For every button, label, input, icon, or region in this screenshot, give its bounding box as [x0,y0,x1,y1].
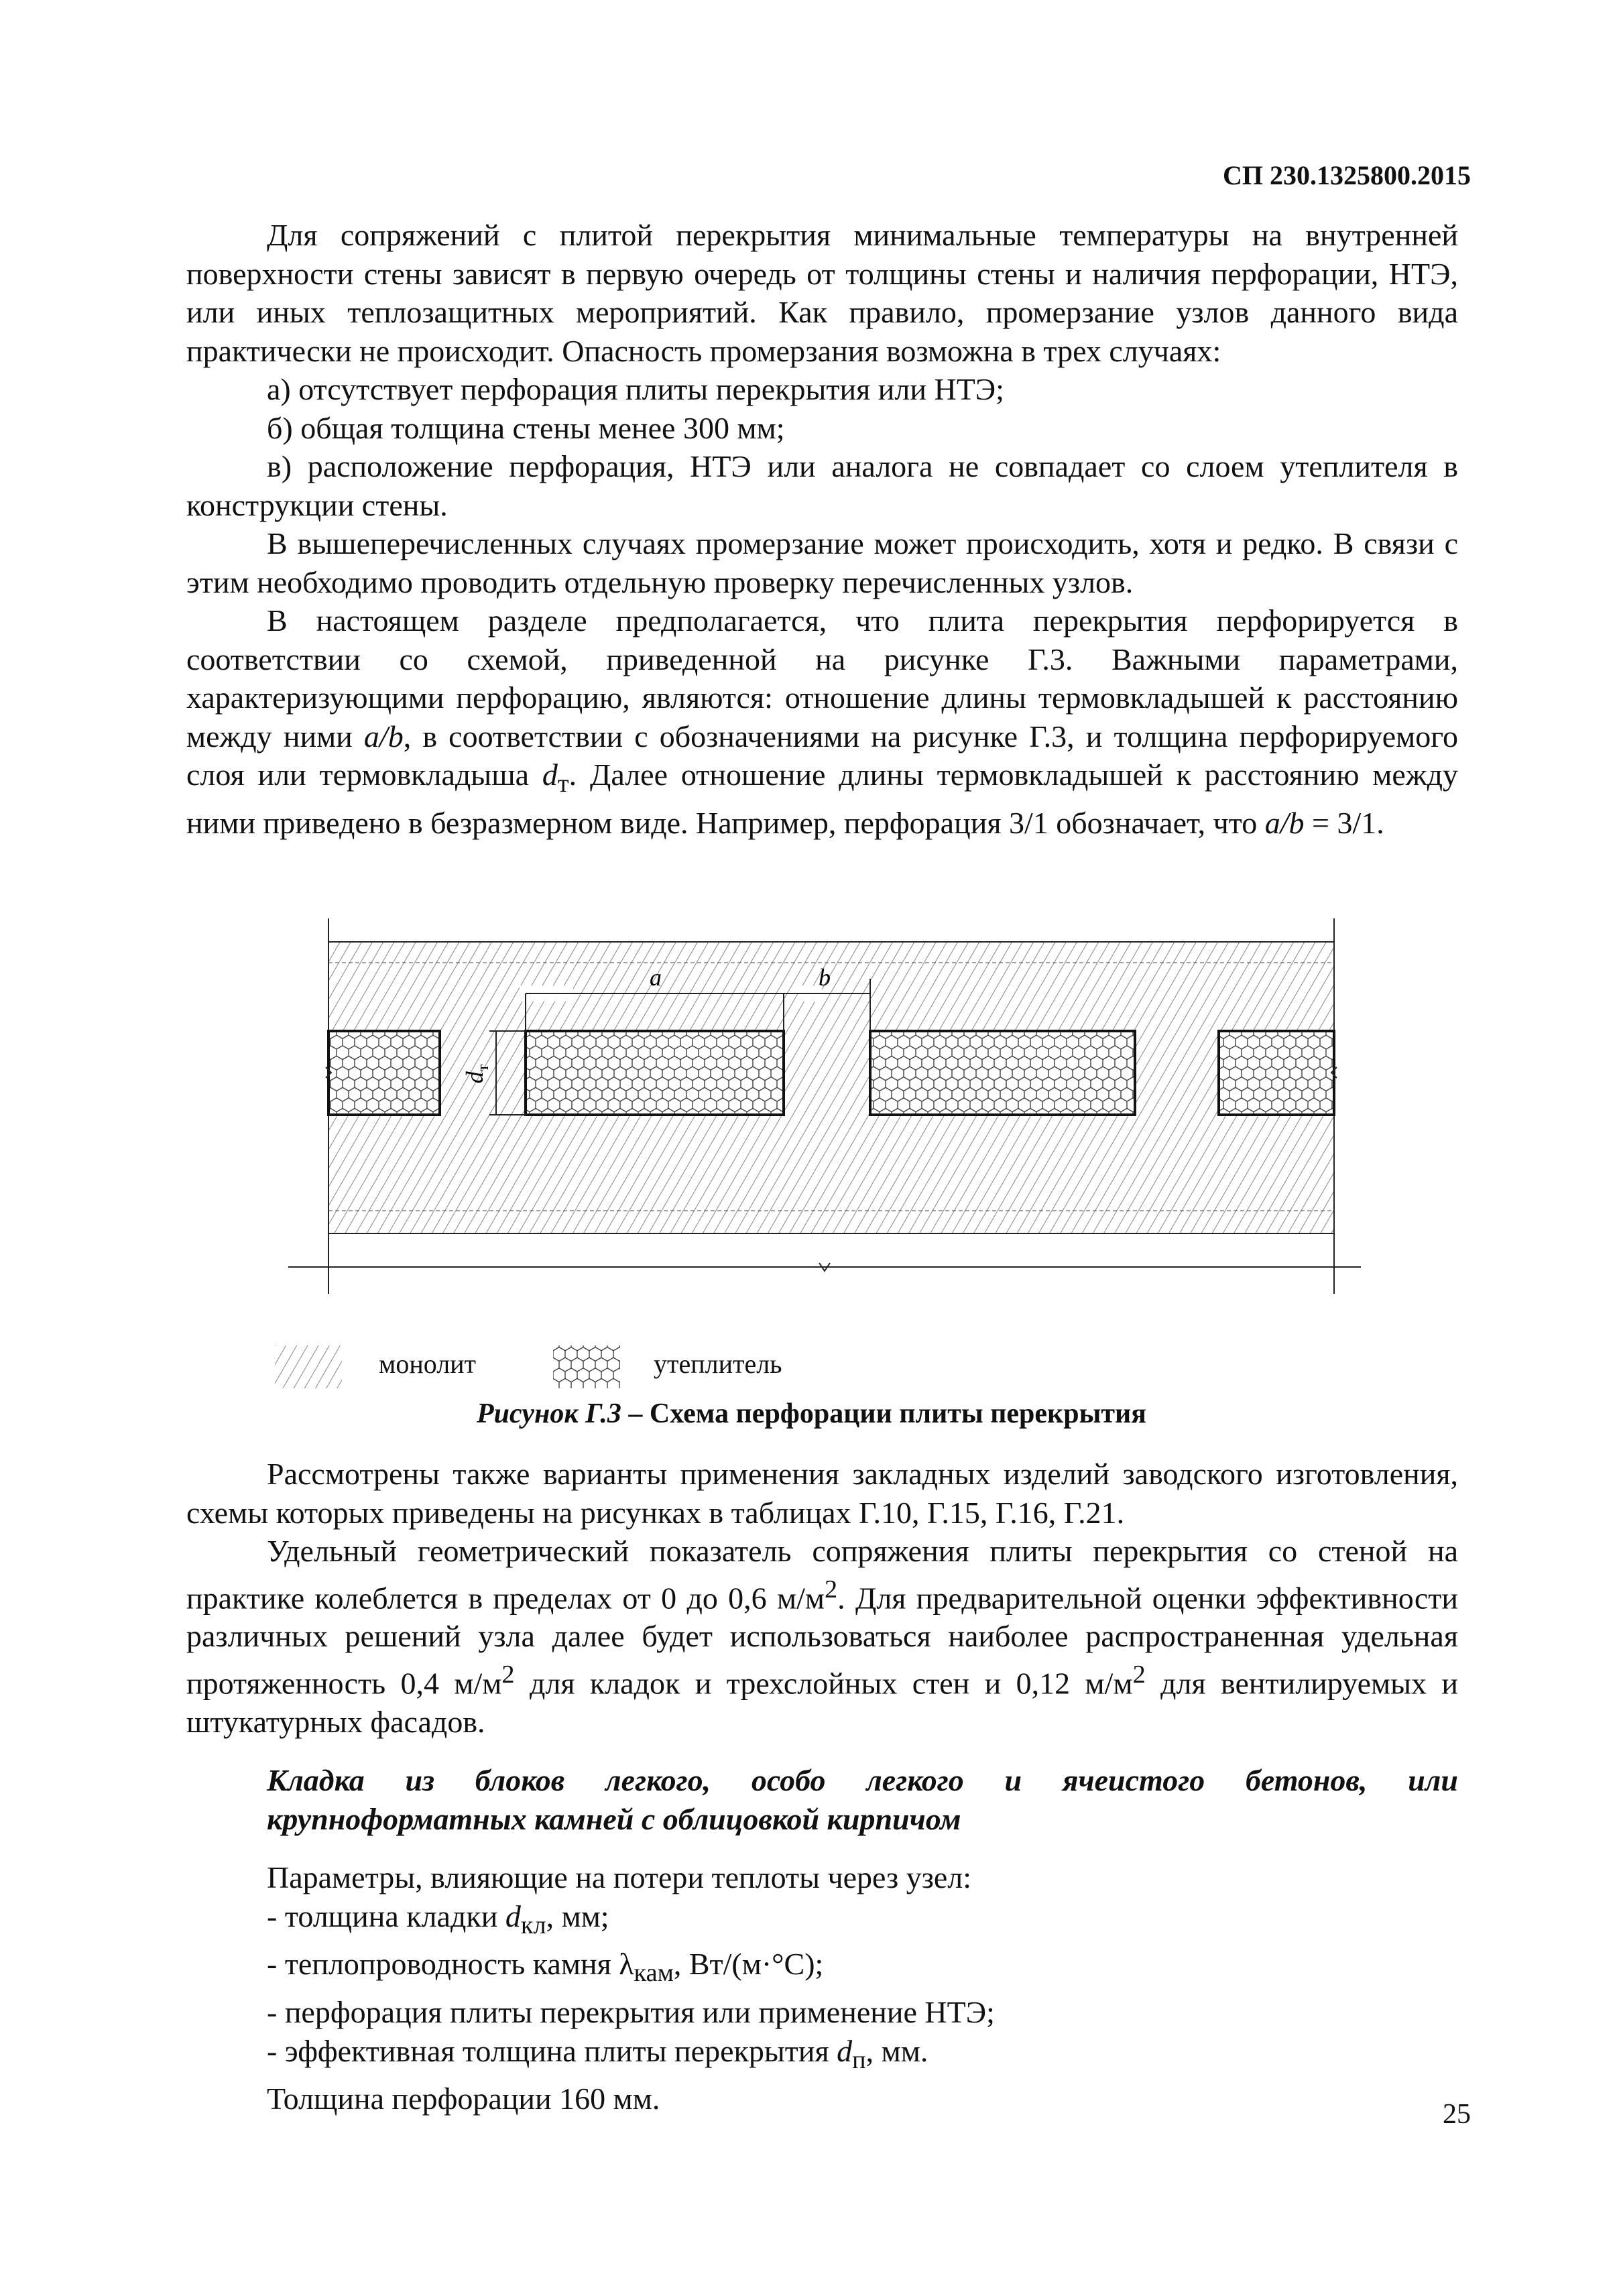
monolith-slab [328,942,1334,1233]
dimension-label-a: a [650,964,662,991]
document-code: СП 230.1325800.2015 [1223,160,1471,190]
paragraph-embedded-parts: Рассмотрены также варианты применения закладных изделий заводского изготовления, схемы которых приведены на рисунках в таблицах Г.10, Г.15, Г.16, Г.21. [186,1457,1458,1530]
section-heading-line1: Кладка из блоков легкого, особо легкого и ячеистого бетонов, или [267,1763,1458,1798]
param-perforation: - перфорация плиты перекрытия или применение НТЭ; [267,1995,995,2030]
param-stone-conductivity: - теплопроводность камня $\lambda_{кам}$, Вт/(м·°С); [267,1947,824,1988]
insulation-swatch [553,1345,620,1388]
list-item-c: в) расположение перфорация, НТЭ или аналога не совпадает со слоем утеплителя в конструкции стены. [186,449,1458,522]
monolith-swatch [275,1345,342,1388]
svg-text:dт: $d_т$ [461,1064,492,1084]
insulation-block [328,1031,440,1115]
figure-legend [0,1344,1623,1391]
paragraph-perforation: В настоящем разделе предполагается, что плита перекрытия перфорируется в соответствии со схемой, приведенной на рисунке Г.3. Важными параметрами, характеризующими перфорацию, являются: отношение длины термовкладышей к расстоянию между ними a/b, в соответствии с обозначениями на рисунке Г.3, и толщина перфорируемого слоя или термовкладыша $d_т$. Далее отношение длины термовкладышей к расстоянию между ними приведено в безразмерном виде. Например, перфорация 3/1 обозначает, что a/b = 3/1. [186,603,1458,840]
list-item-b: б) общая толщина стены менее 300 мм; [267,410,785,445]
top-text-block [186,216,1458,842]
perforation-thickness: Толщина перфорации 160 мм. [267,2081,660,2116]
insulation-block [1219,1031,1334,1115]
slab-perforation-diagram [288,918,1374,1294]
legend-label-monolith: монолит [379,1349,477,1379]
legend-label-insulation: утеплитель [654,1349,782,1379]
paragraph-check: В вышеперечисленных случаях промерзание может происходить, хотя и редко. В связи с этим необходимо проводить отдельную проверку перечисленных узлов. [186,526,1458,599]
paragraph-geometric-index: Удельный геометрический показатель сопряжения плиты перекрытия со стеной на практике колеблется в пределах от 0 до 0,6 $м/м^2$. Для предварительной оценки эффективности различных решений узла далее будет использоваться наиболее распространенная удельная протяженность 0,4 $м/м^2$ для кладок и трехслойных стен и 0,12 $м/м^2$ для вентилируемых и штукатурных фасадов. [186,1534,1459,1739]
figure-caption: Рисунок Г.3 – Схема перфорации плиты перекрытия [477,1398,1146,1429]
bottom-text-block [186,1455,1458,2118]
params-intro: Параметры, влияющие на потери теплоты через узел: [267,1860,972,1895]
page-number: 25 [1443,2099,1471,2130]
list-item-a: а) отсутствует перфорация плиты перекрытия или НТЭ; [267,372,1004,406]
paragraph-freezing-intro: Для сопряжений с плитой перекрытия минимальные температуры на внутренней поверхности стены зависят в первую очередь от толщины стены и наличия перфорации, НТЭ, или иных теплозащитных мероприятий. Как правило, промерзание узлов данного вида практически не происходит. Опасность промерзания возможна в трех случаях: [186,218,1458,368]
param-slab-thickness: - эффективная толщина плиты перекрытия $d_п$, мм. [267,2033,928,2074]
section-heading-line2: крупноформатных камней с облицовкой кирпичом [267,1801,961,1836]
param-masonry-thickness: - толщина кладки $d_{кл}$, мм; [267,1898,609,1939]
insulation-block [870,1031,1135,1115]
dimension-label-b: b [819,964,831,991]
insulation-block [526,1031,784,1115]
